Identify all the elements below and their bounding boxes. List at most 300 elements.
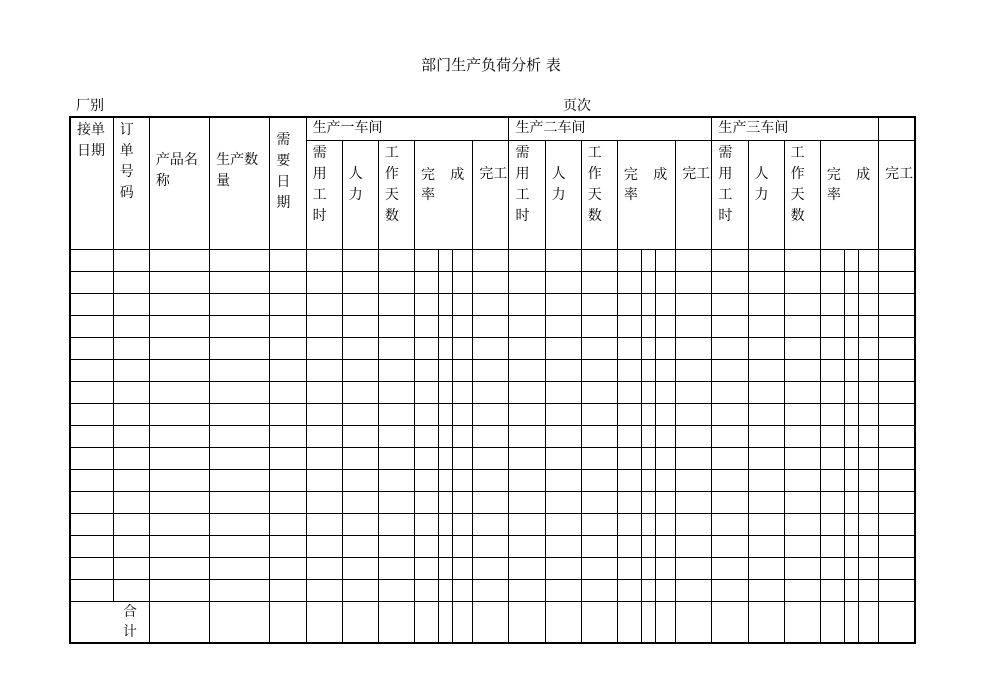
table-cell[interactable] bbox=[210, 536, 270, 558]
table-cell[interactable] bbox=[784, 294, 820, 316]
table-cell[interactable] bbox=[676, 250, 712, 272]
table-cell[interactable] bbox=[509, 514, 545, 536]
table-cell[interactable] bbox=[642, 492, 656, 514]
table-cell[interactable] bbox=[879, 492, 915, 514]
table-cell[interactable] bbox=[415, 382, 439, 404]
table-cell[interactable] bbox=[378, 316, 414, 338]
table-cell[interactable] bbox=[844, 448, 858, 470]
table-cell[interactable] bbox=[545, 558, 581, 580]
total-cell[interactable] bbox=[617, 602, 641, 644]
table-cell[interactable] bbox=[656, 250, 676, 272]
table-cell[interactable] bbox=[820, 426, 844, 448]
table-cell[interactable] bbox=[378, 272, 414, 294]
table-cell[interactable] bbox=[378, 448, 414, 470]
table-cell[interactable] bbox=[858, 580, 878, 602]
table-cell[interactable] bbox=[581, 580, 617, 602]
table-cell[interactable] bbox=[844, 338, 858, 360]
table-cell[interactable] bbox=[656, 338, 676, 360]
total-cell[interactable] bbox=[784, 602, 820, 644]
table-cell[interactable] bbox=[509, 294, 545, 316]
table-cell[interactable] bbox=[473, 580, 509, 602]
table-cell[interactable] bbox=[453, 536, 473, 558]
total-cell[interactable] bbox=[879, 602, 915, 644]
table-cell[interactable] bbox=[306, 536, 342, 558]
table-cell[interactable] bbox=[113, 558, 149, 580]
table-cell[interactable] bbox=[642, 382, 656, 404]
table-cell[interactable] bbox=[70, 294, 113, 316]
table-cell[interactable] bbox=[879, 250, 915, 272]
table-cell[interactable] bbox=[306, 470, 342, 492]
table-cell[interactable] bbox=[784, 492, 820, 514]
table-cell[interactable] bbox=[378, 470, 414, 492]
table-cell[interactable] bbox=[149, 404, 209, 426]
table-cell[interactable] bbox=[879, 382, 915, 404]
table-cell[interactable] bbox=[270, 426, 306, 448]
table-cell[interactable] bbox=[617, 294, 641, 316]
table-cell[interactable] bbox=[748, 536, 784, 558]
table-cell[interactable] bbox=[113, 316, 149, 338]
table-cell[interactable] bbox=[642, 294, 656, 316]
total-cell[interactable] bbox=[342, 602, 378, 644]
table-cell[interactable] bbox=[545, 272, 581, 294]
table-cell[interactable] bbox=[270, 360, 306, 382]
table-cell[interactable] bbox=[820, 448, 844, 470]
table-cell[interactable] bbox=[342, 338, 378, 360]
table-cell[interactable] bbox=[509, 272, 545, 294]
table-cell[interactable] bbox=[342, 470, 378, 492]
table-cell[interactable] bbox=[149, 360, 209, 382]
table-cell[interactable] bbox=[545, 580, 581, 602]
table-cell[interactable] bbox=[642, 338, 656, 360]
total-cell[interactable] bbox=[149, 602, 209, 644]
table-cell[interactable] bbox=[378, 382, 414, 404]
total-cell[interactable] bbox=[509, 602, 545, 644]
table-cell[interactable] bbox=[473, 426, 509, 448]
table-cell[interactable] bbox=[712, 360, 748, 382]
table-cell[interactable] bbox=[581, 272, 617, 294]
table-cell[interactable] bbox=[149, 250, 209, 272]
table-cell[interactable] bbox=[784, 250, 820, 272]
table-cell[interactable] bbox=[342, 272, 378, 294]
table-cell[interactable] bbox=[676, 448, 712, 470]
table-cell[interactable] bbox=[415, 338, 439, 360]
table-cell[interactable] bbox=[473, 514, 509, 536]
table-cell[interactable] bbox=[545, 294, 581, 316]
table-cell[interactable] bbox=[453, 470, 473, 492]
table-cell[interactable] bbox=[415, 536, 439, 558]
table-cell[interactable] bbox=[210, 448, 270, 470]
table-cell[interactable] bbox=[306, 448, 342, 470]
total-cell[interactable] bbox=[545, 602, 581, 644]
table-cell[interactable] bbox=[844, 492, 858, 514]
table-cell[interactable] bbox=[210, 514, 270, 536]
table-cell[interactable] bbox=[70, 580, 113, 602]
total-cell[interactable] bbox=[820, 602, 844, 644]
table-cell[interactable] bbox=[820, 470, 844, 492]
table-cell[interactable] bbox=[453, 382, 473, 404]
table-cell[interactable] bbox=[70, 382, 113, 404]
table-cell[interactable] bbox=[113, 426, 149, 448]
table-cell[interactable] bbox=[545, 360, 581, 382]
table-cell[interactable] bbox=[270, 514, 306, 536]
table-cell[interactable] bbox=[676, 404, 712, 426]
table-cell[interactable] bbox=[70, 470, 113, 492]
table-cell[interactable] bbox=[113, 338, 149, 360]
table-cell[interactable] bbox=[306, 514, 342, 536]
table-cell[interactable] bbox=[378, 338, 414, 360]
table-cell[interactable] bbox=[642, 426, 656, 448]
table-cell[interactable] bbox=[342, 514, 378, 536]
table-cell[interactable] bbox=[509, 492, 545, 514]
table-cell[interactable] bbox=[439, 338, 453, 360]
table-cell[interactable] bbox=[676, 382, 712, 404]
table-cell[interactable] bbox=[415, 426, 439, 448]
table-cell[interactable] bbox=[545, 404, 581, 426]
table-cell[interactable] bbox=[748, 558, 784, 580]
table-cell[interactable] bbox=[210, 558, 270, 580]
table-cell[interactable] bbox=[656, 580, 676, 602]
table-cell[interactable] bbox=[210, 492, 270, 514]
table-cell[interactable] bbox=[581, 470, 617, 492]
table-cell[interactable] bbox=[113, 580, 149, 602]
table-cell[interactable] bbox=[210, 316, 270, 338]
table-cell[interactable] bbox=[306, 360, 342, 382]
table-cell[interactable] bbox=[453, 338, 473, 360]
table-cell[interactable] bbox=[858, 514, 878, 536]
table-cell[interactable] bbox=[149, 514, 209, 536]
table-cell[interactable] bbox=[844, 316, 858, 338]
table-cell[interactable] bbox=[270, 492, 306, 514]
table-cell[interactable] bbox=[656, 272, 676, 294]
table-cell[interactable] bbox=[378, 426, 414, 448]
table-cell[interactable] bbox=[210, 294, 270, 316]
table-cell[interactable] bbox=[439, 272, 453, 294]
table-cell[interactable] bbox=[676, 536, 712, 558]
table-cell[interactable] bbox=[306, 580, 342, 602]
table-cell[interactable] bbox=[858, 492, 878, 514]
table-cell[interactable] bbox=[545, 338, 581, 360]
table-cell[interactable] bbox=[879, 338, 915, 360]
table-cell[interactable] bbox=[676, 426, 712, 448]
table-cell[interactable] bbox=[712, 250, 748, 272]
table-cell[interactable] bbox=[656, 558, 676, 580]
table-cell[interactable] bbox=[149, 580, 209, 602]
table-cell[interactable] bbox=[453, 426, 473, 448]
table-cell[interactable] bbox=[712, 316, 748, 338]
table-cell[interactable] bbox=[642, 448, 656, 470]
table-cell[interactable] bbox=[712, 426, 748, 448]
table-cell[interactable] bbox=[820, 580, 844, 602]
table-cell[interactable] bbox=[879, 448, 915, 470]
table-cell[interactable] bbox=[642, 558, 656, 580]
table-cell[interactable] bbox=[545, 426, 581, 448]
table-cell[interactable] bbox=[858, 316, 878, 338]
table-cell[interactable] bbox=[342, 360, 378, 382]
table-cell[interactable] bbox=[820, 536, 844, 558]
table-cell[interactable] bbox=[473, 558, 509, 580]
table-cell[interactable] bbox=[113, 514, 149, 536]
table-cell[interactable] bbox=[270, 580, 306, 602]
table-cell[interactable] bbox=[617, 360, 641, 382]
table-cell[interactable] bbox=[858, 558, 878, 580]
table-cell[interactable] bbox=[509, 536, 545, 558]
table-cell[interactable] bbox=[656, 492, 676, 514]
table-cell[interactable] bbox=[844, 272, 858, 294]
table-cell[interactable] bbox=[676, 558, 712, 580]
table-cell[interactable] bbox=[113, 536, 149, 558]
table-cell[interactable] bbox=[473, 492, 509, 514]
table-cell[interactable] bbox=[784, 470, 820, 492]
table-cell[interactable] bbox=[113, 470, 149, 492]
table-cell[interactable] bbox=[149, 272, 209, 294]
table-cell[interactable] bbox=[342, 382, 378, 404]
table-cell[interactable] bbox=[545, 250, 581, 272]
table-cell[interactable] bbox=[509, 360, 545, 382]
table-cell[interactable] bbox=[820, 250, 844, 272]
table-cell[interactable] bbox=[453, 250, 473, 272]
table-cell[interactable] bbox=[415, 492, 439, 514]
table-cell[interactable] bbox=[270, 536, 306, 558]
table-cell[interactable] bbox=[113, 250, 149, 272]
table-cell[interactable] bbox=[617, 580, 641, 602]
table-cell[interactable] bbox=[676, 360, 712, 382]
table-cell[interactable] bbox=[306, 250, 342, 272]
table-cell[interactable] bbox=[879, 536, 915, 558]
table-cell[interactable] bbox=[439, 536, 453, 558]
table-cell[interactable] bbox=[509, 470, 545, 492]
table-cell[interactable] bbox=[858, 426, 878, 448]
table-cell[interactable] bbox=[473, 338, 509, 360]
table-cell[interactable] bbox=[270, 250, 306, 272]
table-cell[interactable] bbox=[879, 294, 915, 316]
total-cell[interactable] bbox=[210, 602, 270, 644]
table-cell[interactable] bbox=[149, 448, 209, 470]
table-cell[interactable] bbox=[748, 338, 784, 360]
table-cell[interactable] bbox=[439, 426, 453, 448]
table-cell[interactable] bbox=[453, 360, 473, 382]
table-cell[interactable] bbox=[581, 404, 617, 426]
table-cell[interactable] bbox=[581, 514, 617, 536]
table-cell[interactable] bbox=[581, 294, 617, 316]
table-cell[interactable] bbox=[820, 316, 844, 338]
table-cell[interactable] bbox=[210, 338, 270, 360]
table-cell[interactable] bbox=[342, 580, 378, 602]
table-cell[interactable] bbox=[879, 426, 915, 448]
table-cell[interactable] bbox=[676, 294, 712, 316]
table-cell[interactable] bbox=[748, 580, 784, 602]
table-cell[interactable] bbox=[545, 382, 581, 404]
table-cell[interactable] bbox=[820, 294, 844, 316]
table-cell[interactable] bbox=[784, 404, 820, 426]
table-cell[interactable] bbox=[210, 580, 270, 602]
table-cell[interactable] bbox=[342, 492, 378, 514]
table-cell[interactable] bbox=[748, 448, 784, 470]
table-cell[interactable] bbox=[306, 294, 342, 316]
table-cell[interactable] bbox=[784, 536, 820, 558]
table-cell[interactable] bbox=[453, 404, 473, 426]
table-cell[interactable] bbox=[581, 448, 617, 470]
table-cell[interactable] bbox=[642, 580, 656, 602]
table-cell[interactable] bbox=[270, 470, 306, 492]
table-cell[interactable] bbox=[617, 272, 641, 294]
table-cell[interactable] bbox=[712, 294, 748, 316]
table-cell[interactable] bbox=[415, 250, 439, 272]
table-cell[interactable] bbox=[439, 492, 453, 514]
table-cell[interactable] bbox=[210, 250, 270, 272]
table-cell[interactable] bbox=[270, 382, 306, 404]
table-cell[interactable] bbox=[113, 404, 149, 426]
table-cell[interactable] bbox=[748, 316, 784, 338]
table-cell[interactable] bbox=[509, 338, 545, 360]
table-cell[interactable] bbox=[748, 272, 784, 294]
table-cell[interactable] bbox=[581, 316, 617, 338]
table-cell[interactable] bbox=[453, 492, 473, 514]
table-cell[interactable] bbox=[342, 250, 378, 272]
table-cell[interactable] bbox=[439, 250, 453, 272]
table-cell[interactable] bbox=[210, 382, 270, 404]
table-cell[interactable] bbox=[581, 492, 617, 514]
table-cell[interactable] bbox=[879, 580, 915, 602]
table-cell[interactable] bbox=[439, 558, 453, 580]
table-cell[interactable] bbox=[415, 514, 439, 536]
table-cell[interactable] bbox=[820, 514, 844, 536]
table-cell[interactable] bbox=[342, 426, 378, 448]
table-cell[interactable] bbox=[113, 294, 149, 316]
table-cell[interactable] bbox=[473, 536, 509, 558]
table-cell[interactable] bbox=[656, 514, 676, 536]
table-cell[interactable] bbox=[473, 470, 509, 492]
table-cell[interactable] bbox=[858, 360, 878, 382]
table-cell[interactable] bbox=[784, 558, 820, 580]
table-cell[interactable] bbox=[453, 294, 473, 316]
total-cell[interactable] bbox=[439, 602, 453, 644]
table-cell[interactable] bbox=[149, 382, 209, 404]
table-cell[interactable] bbox=[820, 404, 844, 426]
table-cell[interactable] bbox=[844, 580, 858, 602]
table-cell[interactable] bbox=[858, 470, 878, 492]
table-cell[interactable] bbox=[712, 338, 748, 360]
table-cell[interactable] bbox=[439, 360, 453, 382]
table-cell[interactable] bbox=[748, 514, 784, 536]
table-cell[interactable] bbox=[509, 316, 545, 338]
table-cell[interactable] bbox=[879, 404, 915, 426]
table-cell[interactable] bbox=[342, 536, 378, 558]
table-cell[interactable] bbox=[149, 294, 209, 316]
table-cell[interactable] bbox=[113, 382, 149, 404]
total-cell[interactable] bbox=[270, 602, 306, 644]
table-cell[interactable] bbox=[858, 382, 878, 404]
table-cell[interactable] bbox=[617, 426, 641, 448]
table-cell[interactable] bbox=[473, 316, 509, 338]
table-cell[interactable] bbox=[378, 360, 414, 382]
table-cell[interactable] bbox=[784, 272, 820, 294]
table-cell[interactable] bbox=[70, 492, 113, 514]
table-cell[interactable] bbox=[210, 470, 270, 492]
table-cell[interactable] bbox=[270, 316, 306, 338]
table-cell[interactable] bbox=[676, 470, 712, 492]
table-cell[interactable] bbox=[439, 448, 453, 470]
table-cell[interactable] bbox=[581, 426, 617, 448]
table-cell[interactable] bbox=[378, 250, 414, 272]
table-cell[interactable] bbox=[858, 272, 878, 294]
table-cell[interactable] bbox=[70, 360, 113, 382]
table-cell[interactable] bbox=[820, 272, 844, 294]
table-cell[interactable] bbox=[712, 470, 748, 492]
table-cell[interactable] bbox=[509, 558, 545, 580]
table-cell[interactable] bbox=[509, 580, 545, 602]
table-cell[interactable] bbox=[509, 404, 545, 426]
table-cell[interactable] bbox=[509, 382, 545, 404]
table-cell[interactable] bbox=[712, 558, 748, 580]
table-cell[interactable] bbox=[210, 426, 270, 448]
table-cell[interactable] bbox=[642, 404, 656, 426]
table-cell[interactable] bbox=[70, 250, 113, 272]
table-cell[interactable] bbox=[858, 536, 878, 558]
table-cell[interactable] bbox=[342, 558, 378, 580]
table-cell[interactable] bbox=[70, 426, 113, 448]
table-cell[interactable] bbox=[453, 448, 473, 470]
table-cell[interactable] bbox=[642, 470, 656, 492]
table-cell[interactable] bbox=[858, 448, 878, 470]
table-cell[interactable] bbox=[617, 558, 641, 580]
total-cell[interactable] bbox=[858, 602, 878, 644]
total-cell[interactable] bbox=[473, 602, 509, 644]
table-cell[interactable] bbox=[70, 404, 113, 426]
table-cell[interactable] bbox=[748, 360, 784, 382]
table-cell[interactable] bbox=[617, 492, 641, 514]
table-cell[interactable] bbox=[676, 338, 712, 360]
table-cell[interactable] bbox=[748, 404, 784, 426]
table-cell[interactable] bbox=[453, 514, 473, 536]
table-cell[interactable] bbox=[113, 448, 149, 470]
table-cell[interactable] bbox=[415, 360, 439, 382]
total-cell[interactable] bbox=[642, 602, 656, 644]
table-cell[interactable] bbox=[415, 448, 439, 470]
table-cell[interactable] bbox=[439, 382, 453, 404]
table-cell[interactable] bbox=[378, 580, 414, 602]
table-cell[interactable] bbox=[784, 338, 820, 360]
table-cell[interactable] bbox=[879, 316, 915, 338]
table-cell[interactable] bbox=[617, 382, 641, 404]
table-cell[interactable] bbox=[149, 536, 209, 558]
table-cell[interactable] bbox=[439, 470, 453, 492]
table-cell[interactable] bbox=[784, 360, 820, 382]
table-cell[interactable] bbox=[712, 448, 748, 470]
table-cell[interactable] bbox=[270, 294, 306, 316]
table-cell[interactable] bbox=[453, 580, 473, 602]
table-cell[interactable] bbox=[879, 272, 915, 294]
table-cell[interactable] bbox=[473, 448, 509, 470]
table-cell[interactable] bbox=[642, 514, 656, 536]
table-cell[interactable] bbox=[879, 514, 915, 536]
table-cell[interactable] bbox=[844, 250, 858, 272]
table-cell[interactable] bbox=[453, 558, 473, 580]
table-cell[interactable] bbox=[656, 294, 676, 316]
table-cell[interactable] bbox=[70, 514, 113, 536]
table-cell[interactable] bbox=[844, 470, 858, 492]
table-cell[interactable] bbox=[642, 316, 656, 338]
table-cell[interactable] bbox=[545, 316, 581, 338]
table-cell[interactable] bbox=[306, 492, 342, 514]
table-cell[interactable] bbox=[149, 492, 209, 514]
table-cell[interactable] bbox=[70, 558, 113, 580]
table-cell[interactable] bbox=[306, 404, 342, 426]
table-cell[interactable] bbox=[712, 272, 748, 294]
table-cell[interactable] bbox=[70, 338, 113, 360]
table-cell[interactable] bbox=[581, 558, 617, 580]
table-cell[interactable] bbox=[844, 426, 858, 448]
table-cell[interactable] bbox=[473, 404, 509, 426]
